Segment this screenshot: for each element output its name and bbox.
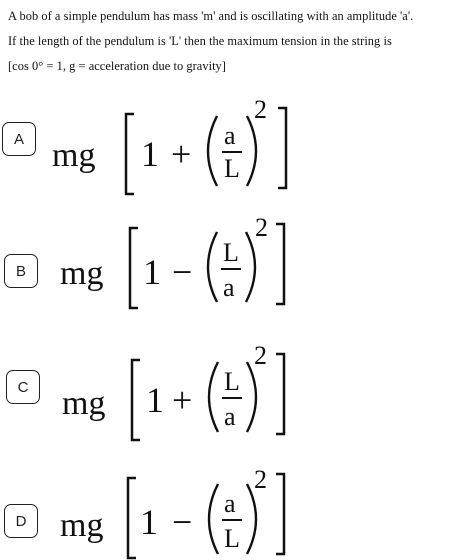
option-a-exponent: 2 bbox=[254, 95, 267, 124]
option-d-formula bbox=[48, 460, 348, 560]
option-a-one: 1 bbox=[141, 134, 159, 174]
option-b[interactable] bbox=[0, 214, 474, 314]
option-a-left-paren bbox=[208, 116, 217, 186]
option-d-prefix: mg bbox=[60, 507, 104, 544]
option-b-prefix: mg bbox=[60, 255, 104, 292]
option-d-left-bracket bbox=[128, 478, 136, 558]
option-b-letter[interactable]: B bbox=[4, 254, 38, 288]
option-d-denominator: L bbox=[224, 524, 240, 553]
option-d-letter[interactable]: D bbox=[4, 504, 38, 538]
option-b-numerator: L bbox=[223, 238, 239, 267]
option-d-right-bracket bbox=[276, 474, 284, 554]
option-d[interactable] bbox=[0, 460, 474, 553]
option-a-left-bracket bbox=[126, 114, 134, 194]
option-c-operator: + bbox=[172, 380, 193, 420]
option-a-numerator: a bbox=[224, 121, 236, 150]
option-c-left-bracket bbox=[132, 360, 140, 440]
option-d-exponent: 2 bbox=[254, 465, 267, 494]
option-a-denominator: L bbox=[224, 154, 240, 183]
option-d-one: 1 bbox=[140, 502, 158, 542]
option-b-right-paren bbox=[246, 232, 255, 302]
option-c-prefix: mg bbox=[62, 385, 106, 422]
option-a[interactable] bbox=[0, 96, 474, 196]
option-a-operator: + bbox=[171, 134, 192, 174]
option-a-prefix: mg bbox=[52, 137, 96, 174]
option-c-numerator: L bbox=[224, 367, 240, 396]
option-b-left-bracket bbox=[130, 228, 138, 308]
option-a-right-paren bbox=[247, 116, 256, 186]
option-b-right-bracket bbox=[276, 224, 284, 304]
option-a-letter[interactable]: A bbox=[2, 122, 36, 156]
option-d-numerator: a bbox=[224, 489, 236, 518]
question-line-3: [cos 0° = 1, g = acceleration due to gravity] bbox=[8, 59, 226, 73]
option-c-one: 1 bbox=[146, 380, 164, 420]
question-text bbox=[8, 4, 466, 79]
option-d-operator: − bbox=[172, 502, 193, 542]
option-c-left-paren bbox=[209, 362, 218, 432]
option-c-letter[interactable]: C bbox=[6, 370, 40, 404]
option-c[interactable] bbox=[0, 340, 474, 440]
option-b-left-paren bbox=[208, 232, 217, 302]
option-b-exponent: 2 bbox=[255, 213, 268, 242]
option-a-formula bbox=[48, 96, 348, 196]
option-c-right-bracket bbox=[276, 354, 284, 434]
option-c-right-paren bbox=[247, 362, 256, 432]
option-c-formula bbox=[48, 340, 348, 440]
option-b-formula bbox=[48, 214, 348, 314]
question-line-1: A bob of a simple pendulum has mass 'm' and is oscillating with an amplitude 'a'. bbox=[8, 9, 414, 23]
option-c-exponent: 2 bbox=[254, 341, 267, 370]
option-b-one: 1 bbox=[143, 252, 161, 292]
option-a-right-bracket bbox=[278, 108, 286, 188]
option-d-left-paren bbox=[209, 484, 218, 554]
option-b-operator: − bbox=[172, 252, 193, 292]
question-line-2: If the length of the pendulum is 'L' then the maximum tension in the string is bbox=[8, 34, 392, 48]
option-b-denominator: a bbox=[223, 273, 235, 302]
option-c-denominator: a bbox=[224, 402, 236, 431]
option-d-right-paren bbox=[247, 484, 256, 554]
